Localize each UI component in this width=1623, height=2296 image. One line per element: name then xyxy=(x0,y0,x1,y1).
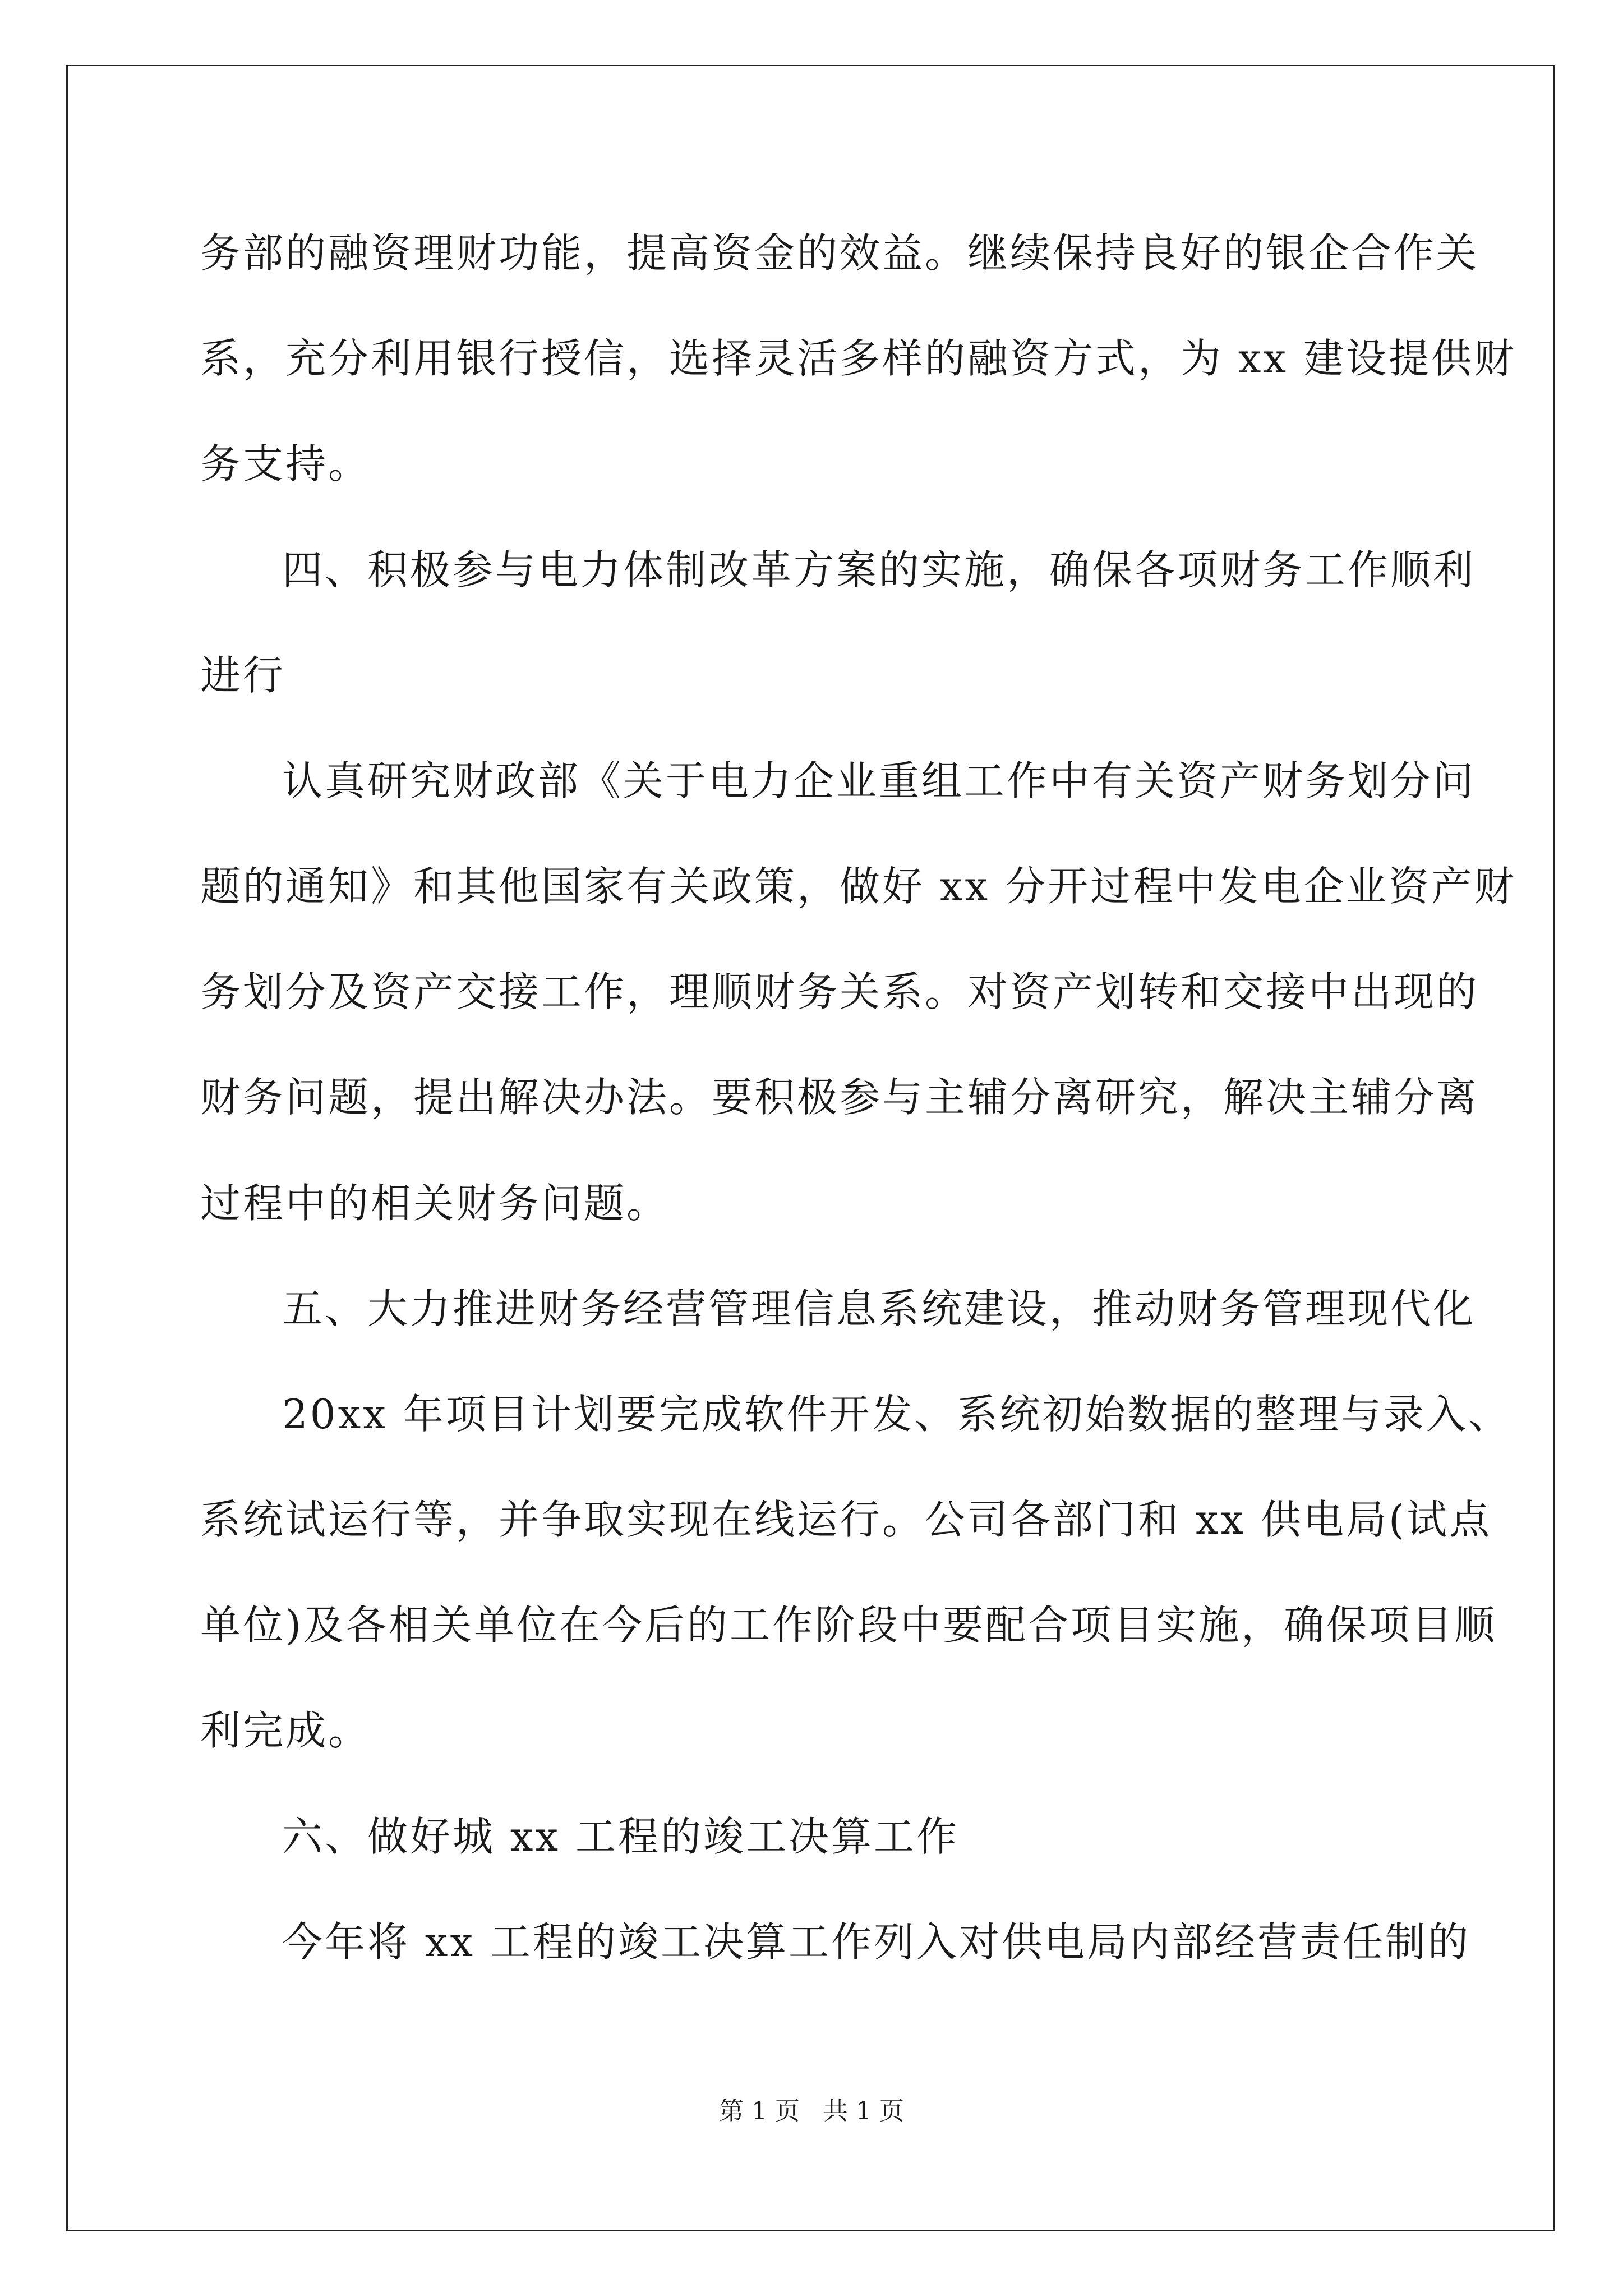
body-text-line: 单位)及各相关单位在今后的工作阶段中要配合项目实施，确保项目顺 xyxy=(200,1602,1497,1649)
page-border xyxy=(66,65,1555,2231)
body-text-line: 认真研究财政部《关于电力企业重组工作中有关资产财务划分问 xyxy=(282,757,1476,804)
body-text-line: 务部的融资理财功能，提高资金的效益。继续保持良好的银企合作关 xyxy=(200,229,1479,277)
page-number-footer: 第 1 页 共 1 页 xyxy=(719,2097,904,2125)
body-text-line: 系，充分利用银行授信，选择灵活多样的融资方式，为 xx 建设提供财 xyxy=(200,335,1516,382)
section-heading-5: 五、大力推进财务经营管理信息系统建设，推动财务管理现代化 xyxy=(282,1285,1476,1332)
body-text-line: 财务问题，提出解决办法。要积极参与主辅分离研究，解决主辅分离 xyxy=(200,1074,1479,1121)
body-text-line: 过程中的相关财务问题。 xyxy=(200,1180,670,1227)
body-text-line: 利完成。 xyxy=(200,1707,371,1754)
body-text-line: 今年将 xx 工程的竣工决算工作列入对供电局内部经营责任制的 xyxy=(282,1918,1470,1966)
body-text-line: 务划分及资产交接工作，理顺财务关系。对资产划转和交接中出现的 xyxy=(200,968,1479,1015)
body-text-line: 系统试运行等，并争取实现在线运行。公司各部门和 xx 供电局(试点 xyxy=(200,1496,1492,1543)
section-heading-6: 六、做好城 xx 工程的竣工决算工作 xyxy=(282,1813,959,1860)
section-heading-4-continued: 进行 xyxy=(200,652,286,699)
body-text-line: 务支持。 xyxy=(200,440,371,487)
section-heading-4: 四、积极参与电力体制改革方案的实施，确保各项财务工作顺利 xyxy=(282,546,1476,593)
body-text-line: 题的通知》和其他国家有关政策，做好 xx 分开过程中发电企业资产财 xyxy=(200,863,1516,910)
body-text-line: 20xx 年项目计划要完成软件开发、系统初始数据的整理与录入、 xyxy=(282,1391,1511,1438)
